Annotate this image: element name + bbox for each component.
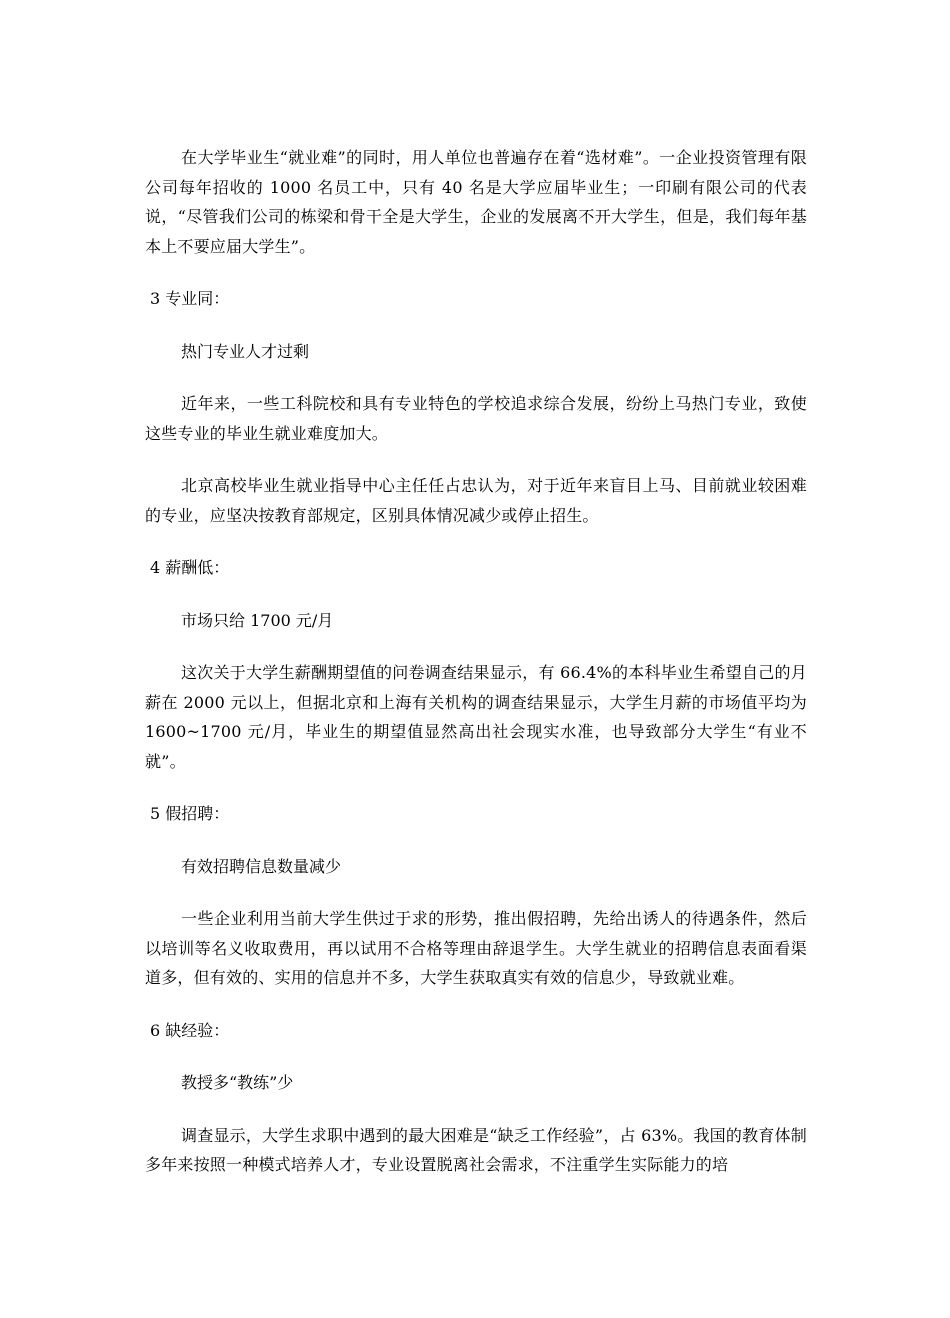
paragraph-3a: 近年来，一些工科院校和具有专业特色的学校追求综合发展，纷纷上马热门专业，致使这些专业的毕业生就业难度加大。 [145, 394, 807, 443]
paragraph-3b: 北京高校毕业生就业指导中心主任任占忠认为，对于近年来盲目上马、目前就业较困难的专业，应坚决按教育部规定，区别具体情况减少或停止招生。 [145, 476, 807, 525]
paragraph-5: 一些企业利用当前大学生供过于求的形势，推出假招聘，先给出诱人的待遇条件，然后以培训等名义收取费用，再以试用不合格等理由辞退学生。大学生就业的招聘信息表面看渠道多，但有效的、实用的信息并不多，大学生获取真实有效的信息少，导致就业难。 [145, 909, 807, 987]
section-subtitle-3: 热门专业人才过剩 [181, 341, 310, 361]
section-subtitle-4: 市场只给 1700 元/月 [181, 610, 334, 630]
paragraph-4: 这次关于大学生薪酬期望值的问卷调查结果显示，有 66.4%的本科毕业生希望自己的月薪在 2000 元以上，但据北京和上海有关机构的调查结果显示，大学生月薪的市场值平均为 1600~1700 元/月，毕业生的期望值显然高出社会现实水准，也导致部分大学生“有业不就”。 [145, 663, 807, 771]
section-heading-6: 6 缺经验： [150, 1020, 230, 1040]
document-page [145, 143, 807, 1180]
section-subtitle-6: 教授多“教练”少 [181, 1073, 294, 1092]
section-heading-3: 3 专业同： [150, 289, 230, 308]
section-subtitle-5: 有效招聘信息数量减少 [181, 856, 342, 876]
section-heading-4: 4 薪酬低： [150, 558, 230, 577]
paragraph-intro: 在大学毕业生“就业难”的同时，用人单位也普遍存在着“选材难”。一企业投资管理有限公司每年招收的 1000 名员工中，只有 40 名是大学应届毕业生；一印刷有限公司的代表说，“尽管我们公司的栋梁和骨干全是大学生，企业的发展离不开大学生，但是，我们每年基本上不要应届大学生”。 [145, 148, 807, 256]
paragraph-6: 调查显示，大学生求职中遇到的最大困难是“缺乏工作经验”，占 63%。我国的教育体制多年来按照一种模式培养人才，专业设置脱离社会需求，不注重学生实际能力的培 [145, 1125, 807, 1174]
section-heading-5: 5 假招聘： [150, 804, 230, 823]
